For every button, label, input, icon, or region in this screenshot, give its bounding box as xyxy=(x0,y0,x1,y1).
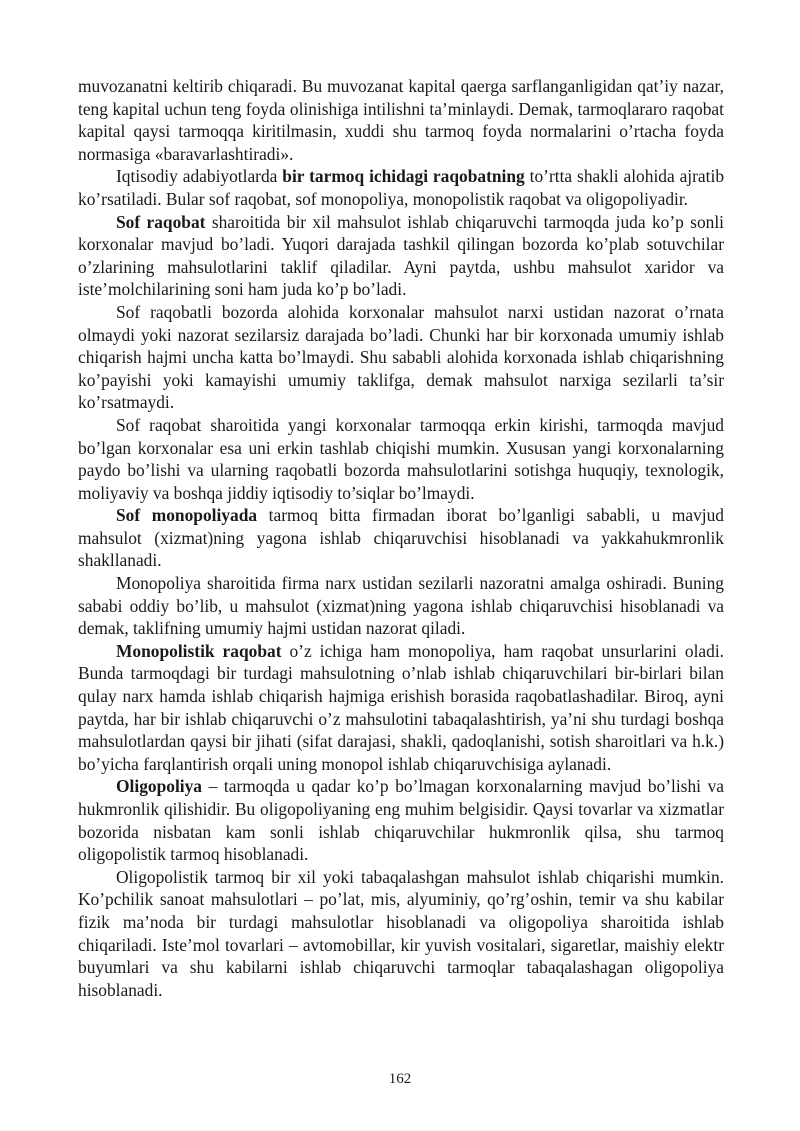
bold-term: Sof monopoliyada xyxy=(116,505,258,526)
paragraph-text: sharoitida bir xil mahsulot ishlab chiqaruvchi tarmoqda juda ko’p sonli korxonalar mavjud bo’ladi. Yuqori darajada tashkil qilingan bozorda ko’plab sotuvchilar o’zlarining mahsulotlarini taklif qiladilar. Ayni paytda, ushbu mahsulot xaridor va iste’molchilarining soni ham juda ko’p bo’ladi. xyxy=(78,211,725,300)
paragraph-2 xyxy=(78,165,724,210)
bold-term: Oligopoliya xyxy=(116,776,203,797)
paragraph-text: o’z ichiga ham monopoliya, ham raqobat unsurlarini oladi. Bunda tarmoqdagi bir turdagi mahsulotning o’nlab ishlab chiqaruvchilari bir-birlari bilan qulay narx hamda ishlab chiqarish hajmiga erishish borasida raqobatlashadilar. Biroq, ayni paytda, har bir ishlab chiqaruvchi o’z mahsulotini tabaqalashtirish, ya’ni shu turdagi boshqa mahsulotlardan qaysi bir jihati (sifat darajasi, shakli, qadoqlanishi, sotish sharoitlari va h.k.) bo’yicha farqlantirish orqali uning monopol ishlab chiqaruvchisiga aylanadi. xyxy=(78,640,724,774)
paragraph-text: Iqtisodiy adabiyotlarda xyxy=(116,166,283,187)
paragraph-7 xyxy=(78,572,724,640)
paragraph-text: muvozanatni keltirib chiqaradi. Bu muvozanat kapital qaerga sarflanganligidan qat’iy nazar, teng kapital uchun teng foyda olinishiga intilishni ta’minlaydi. Demak, tarmoqlararo raqobat kapital qaysi tarmoqqa kiritilmasin, xuddi shu tarmoq foyda normalarini o’rtacha foyda normasiga «baravarlashtiradi». xyxy=(78,76,724,164)
paragraph-text: to’rtta shakli alohida ajratib ko’rsatiladi. Bular sof raqobat, sof monopoliya, monopolistik raqobat va oligopoliyadir. xyxy=(78,166,725,209)
page-number: 162 xyxy=(388,1071,412,1087)
paragraph-text: Oligopolistik tarmoq bir xil yoki tabaqalashgan mahsulot ishlab chiqarishi mumkin. Ko’pchilik sanoat mahsulotlari – po’lat, mis, alyuminiy, qo’rg’oshin, temir va shu kabilar fizik ma’noda bir turdagi mahsulotlar hisoblanadi va oligopoliya sharoitida ishlab chiqariladi. Iste’mol tovarlari – avtomobillar, kir yuvish vositalari, sigaretlar, maishiy elektr buyumlari va shu kabilarni ishlab chiqaruvchi tarmoqlar tabaqalashagan oligopoliya hisoblanadi. xyxy=(78,866,724,1000)
bold-term: Monopolistik raqobat xyxy=(116,640,282,661)
paragraph-text: Sof raqobatli bozorda alohida korxonalar mahsulot narxi ustidan nazorat o’rnata olmaydi yoki nazorat sezilarsiz darajada bo’ladi. Chunki har bir korxonada umumiy ishlab chiqarish hajmi uncha katta bo’lmaydi. Shu sababli alohida korxonada ishlab chiqarishning ko’payishi yoki kamayishi umumiy taklifga, demak mahsulot narxiga sezilarli ta’sir ko’rsatmaydi. xyxy=(78,301,724,413)
paragraph-6 xyxy=(78,504,724,572)
bold-term: bir tarmoq ichidagi raqobatning xyxy=(282,166,525,187)
paragraph-text: tarmoq bitta firmadan iborat bo’lganligi sababli, u mavjud mahsulot (xizmat)ning yagona ishlab chiqaruvchisi hisoblanadi va yakkahukmronlik shakllanadi. xyxy=(78,505,725,571)
page-body xyxy=(78,75,724,1001)
paragraph-8 xyxy=(78,640,724,776)
paragraph-text: Monopoliya sharoitida firma narx ustidan sezilarli nazoratni amalga oshiradi. Buning sababi oddiy bo’lib, u mahsulot (xizmat)ning yagona ishlab chiqaruvchisi hisoblanadi va demak, taklifning umumiy hajmi ustidan nazorat qiladi. xyxy=(78,573,724,639)
paragraph-5 xyxy=(78,414,724,504)
paragraph-10 xyxy=(78,866,724,1002)
paragraph-1 xyxy=(78,75,724,165)
paragraph-text: Sof raqobat sharoitida yangi korxonalar tarmoqqa erkin kirishi, tarmoqda mavjud bo’lgan korxonalar esa uni erkin tashlab chiqishi mumkin. Xususan yangi korxonalarning paydo bo’lishi va ularning raqobatli bozorda mahsulotlarini sotishga huquqiy, texnologik, moliyaviy va boshqa jiddiy iqtisodiy to’siqlar bo’lmaydi. xyxy=(78,414,724,503)
paragraph-4 xyxy=(78,301,724,414)
paragraph-9 xyxy=(78,775,724,865)
paragraph-text: – tarmoqda u qadar ko’p bo’lmagan korxonalarning mavjud bo’lishi va hukmronlik qilishidir. Bu oligopoliyaning eng muhim belgisidir. Qaysi tovarlar va xizmatlar bozorida nisbatan kam sonli ishlab chiqaruvchilar hukmronlik qilsa, shu tarmoq oligopolistik tarmoq hisoblanadi. xyxy=(78,776,724,865)
paragraph-3 xyxy=(78,211,724,301)
bold-term: Sof raqobat xyxy=(116,211,206,232)
